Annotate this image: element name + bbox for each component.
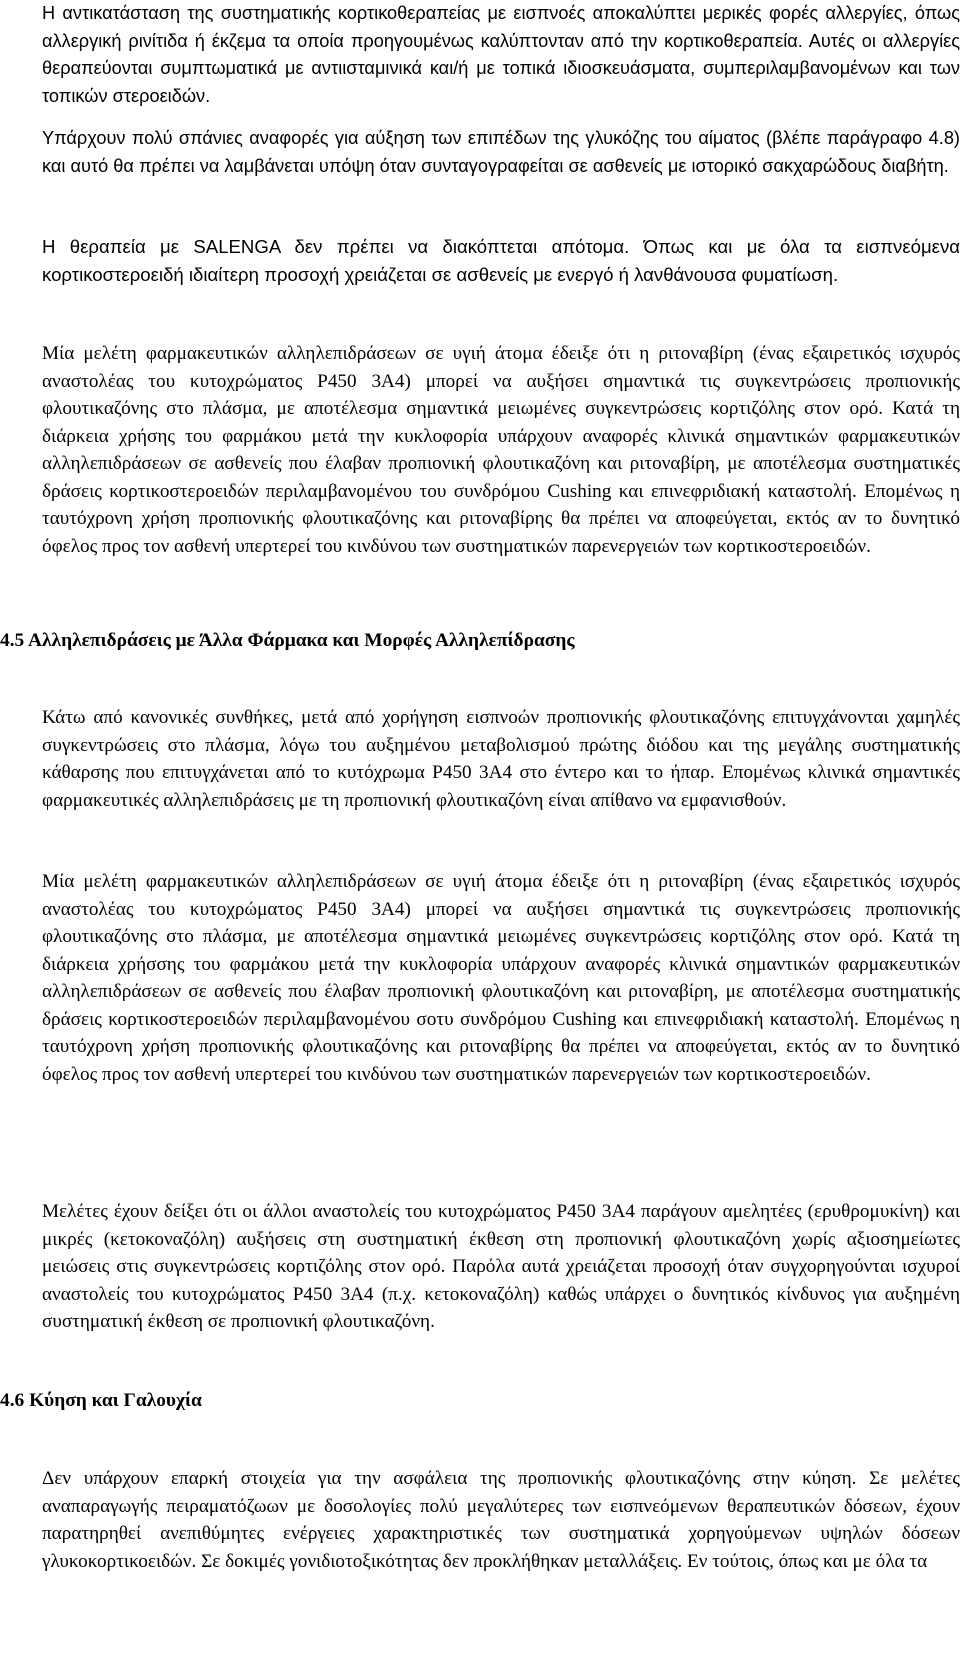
paragraph-plasma-concentrations: Κάτω από κανονικές συνθήκες, μετά από χορήγηση εισπνοών προπιονικής φλουτικαζόνης επιτυγχάνονται χαμηλές συγκεντρώσεις στο πλάσμα, λόγω του αυξημένου μεταβολισμού πρώτης διόδου και της μεγάλης συστηματικής κάθαρσης που επιτυγχάνεται από το κυτόχρωμα P450 3A4 στο έντερο και το ήπαρ. Επομένως κλινικά σημαντικές φαρμακευτικές αλληλεπιδράσεις με τη προπιονική φλουτικαζόνη είναι απίθανο να εμφανισθούν. [42,707,960,811]
paragraph-treatment-discontinuation: Η θεραπεία με SALENGA δεν πρέπει να διακόπτεται απότομα. Όπως και με όλα τα εισπνεόμενα κορτικοστεροειδή ιδιαίτερη προσοχή χρειάζεται σε ασθενείς με ενεργό ή λανθάνουσα φυματίωση. [42,236,960,285]
section-heading-4-6: 4.6 Κύηση και Γαλουχία [0,1390,202,1411]
paragraph-pregnancy: Δεν υπάρχουν επαρκή στοιχεία για την ασφάλεια της προπιονικής φλουτικαζόνης στην κύηση. Σε μελέτες αναπαραγωγής πειραματόζωων με δοσολογίες πολύ μεγαλύτερες των εισπνεόμενων θεραπευτικών δόσεων, έχουν παρατηρηθεί ανεπιθύμητες ενέργειες χαρακτηριστικές των συστηματικά χορηγούμενων υψηλών δόσεων γλυκοκορτικοειδών. Σε δοκιμές γονιδιοτοξικότητας δεν προκλήθηκαν μεταλλάξεις. Εν τούτοις, όπως και με όλα τα [42,1468,960,1572]
paragraph-ritonavir-study: Μία μελέτη φαρμακευτικών αλληλεπιδράσεων σε υγιή άτομα έδειξε ότι η ριτοναβίρη (ένας εξαιρετικός ισχυρός αναστολέας του κυτοχρώματος P450 3A4) μπορεί να αυξήσει σημαντικά τις συγκεντρώσεις προπιονικής φλουτικαζόνης στο πλάσμα, με αποτέλεσμα σημαντικά μειωμένες συγκεντρώσεις κορτιζόλης στον ορό. Κατά τη διάρκεια χρήσης του φαρμάκου μετά την κυκλοφορία υπάρχουν αναφορές κλινικά σημαντικών φαρμακευτικών αλληλεπιδράσεων σε ασθενείς που έλαβαν προπιονική φλουτικαζόνη και ριτοναβίρη, με αποτέλεσμα συστηματικές δράσεις κορτικοστεροειδών περιλαμβανομένου του συνδρόμου Cushing και επινεφριδιακή καταστολή. Επομένως η ταυτόχρονη χρήση προπιονικής φλουτικαζόνης και ριτοναβίρης θα πρέπει να αποφεύγεται, εκτός αν το δυνητικό όφελος προς τον ασθενή υπερτερεί του κινδύνου των συστηματικών παρενεργειών των κορτικοστεροειδών. [42,343,960,557]
paragraph-ritonavir-interactions: Μία μελέτη φαρμακευτικών αλληλεπιδράσεων σε υγιή άτομα έδειξε ότι η ριτοναβίρη (ένας εξαιρετικός ισχυρός αναστολέας του κυτοχρώματος P450 3A4) μπορεί να αυξήσει σημαντικά τις συγκεντρώσεις προπιονικής φλουτικαζόνης στο πλάσμα, με αποτέλεσμα σημαντικά μειωμένες συγκεντρώσεις κορτιζόλης στον ορό. Κατά τη διάρκεια χρήσσης του φαρμάκου μετά την κυκλοφορία υπάρχουν αναφορές κλινικά σημαντικών φαρμακευτικών αλληλεπιδράσεων σε ασθενείς που έλαβαν προπιονική φλουτικαζόνη και ριτοναβίρη, με αποτέλεσμα συστηματικής δράσεις κορτικοστεροειδών περιλαμβανομένου σοτυ συνδρόμου Cushing και επινεφριδιακή καταστολή. Επομένως η ταυτόχρονη χρήση προπιονικής φλουτικαζόνης και ριτοναβίρης θα πρέπει να αποφεύγεται, εκτός αν το δυνητικό όφελος προς τον ασθενή υπερτερεί του κινδύνου των συστηματικών παρενεργειών των κορτικοστεροειδών. [42,871,960,1085]
section-heading-4-5: 4.5 Αλληλεπιδράσεις με Άλλα Φάρμακα και Μορφές Αλληλεπίδρασης [0,630,575,651]
paragraph-blood-glucose: Υπάρχουν πολύ σπάνιες αναφορές για αύξηση των επιπέδων της γλυκόζης του αίματος (βλέπε παράγραφο 4.8) και αυτό θα πρέπει να λαμβάνεται υπόψη όταν συνταγογραφείται σε ασθενείς με ιστορικό σακχαρώδους διαβήτη. [42,128,960,176]
paragraph-allergies: Η αντικατάσταση της συστηματικής κορτικοθεραπείας με εισπνοές αποκαλύπτει μερικές φορές αλλεργίες, όπως αλλεργική ρινίτιδα ή έκζεμα τα οποία προηγουμένως καλύπτονταν από την κορτικοθεραπεία. Αυτές οι αλλεργίες θεραπεύονται συμπτωματικά με αντιισταμινικά και/ή με τοπικά ιδιοσκευάσματα, συμπεριλαμβανομένων και των τοπικών στεροειδών. [42,3,960,106]
paragraph-cyp3a4-inhibitors: Μελέτες έχουν δείξει ότι οι άλλοι αναστολείς του κυτοχρώματος P450 3A4 παράγουν αμελητέες (ερυθρομυκίνη) και μικρές (κετοκοναζόλη) αυξήσεις στη συστηματική έκθεση στη προπιονική φλουτικαζόνη χωρίς αξιοσημείωτες μειώσεις στις συγκεντρώσεις κορτιζόλης στον ορό. Παρόλα αυτά χρειάζεται προσοχή όταν συγχορηγούνται ισχυροί αναστολείς του κυτοχρώματος P450 3A4 (π.χ. κετοκοναζόλη) καθώς υπάρχει ο δυνητικός κίνδυνος για αυξημένη συστηματική έκθεση σε προπιονική φλουτικαζόνη. [42,1201,960,1332]
